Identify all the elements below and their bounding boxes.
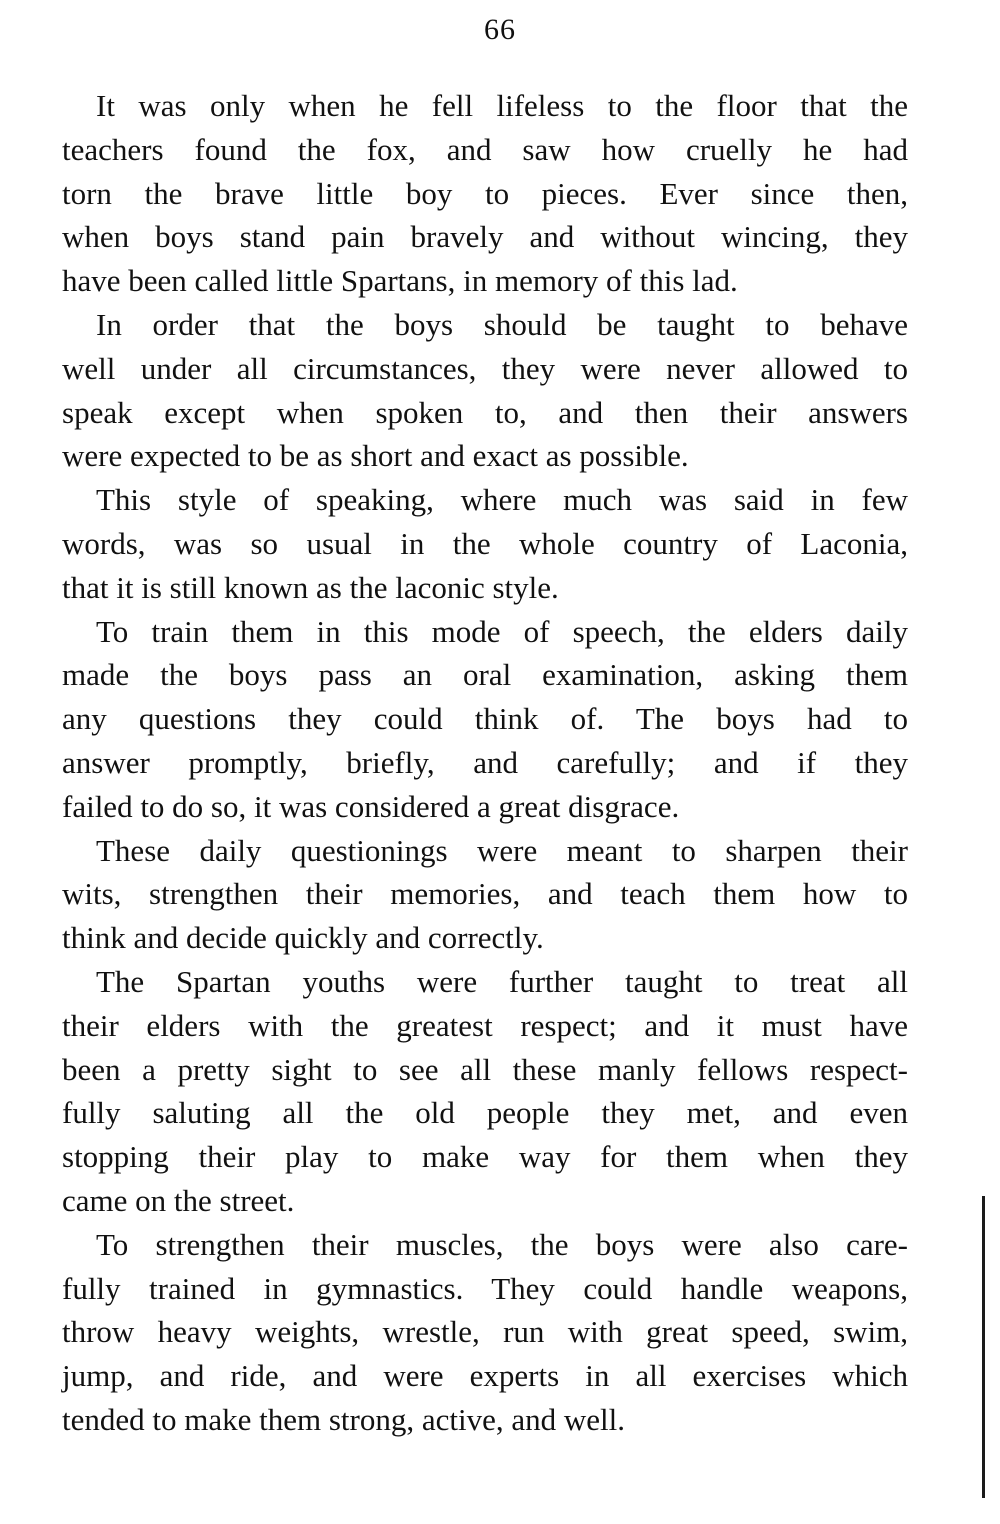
text-line: made the boys pass an oral examination, asking them — [62, 657, 908, 693]
paragraph — [62, 478, 908, 609]
text-line: been a pretty sight to see all these manly fellows respect- — [62, 1051, 908, 1087]
text-line: wits, strengthen their memories, and teach them how to — [62, 876, 908, 912]
text-line: that it is still known as the laconic style. — [62, 569, 559, 605]
page-edge-rule — [982, 1196, 985, 1498]
text-line: In order that the boys should be taught to behave — [96, 306, 908, 342]
text-line: teachers found the fox, and saw how cruelly he had — [62, 131, 908, 167]
text-line: when boys stand pain bravely and without wincing, they — [62, 219, 908, 255]
text-line: stopping their play to make way for them when they — [62, 1139, 908, 1175]
text-line: The Spartan youths were further taught to treat all — [96, 963, 908, 999]
text-line: well under all circumstances, they were never allowed to — [62, 350, 908, 386]
text-body — [62, 84, 908, 1442]
text-line: were expected to be as short and exact as possible. — [62, 438, 689, 474]
paragraph — [62, 829, 908, 960]
text-line: torn the brave little boy to pieces. Ever since then, — [62, 175, 908, 211]
text-line: speak except when spoken to, and then their answers — [62, 394, 908, 430]
text-line: To train them in this mode of speech, the elders daily — [96, 613, 908, 649]
text-line: words, was so usual in the whole country of Laconia, — [62, 525, 908, 561]
paragraph — [62, 1223, 908, 1442]
text-line: answer promptly, briefly, and carefully; and if they — [62, 744, 908, 780]
text-line: It was only when he fell lifeless to the floor that the — [96, 88, 908, 123]
paragraph — [62, 303, 908, 478]
text-line: To strengthen their muscles, the boys were also care- — [96, 1226, 908, 1262]
text-line: These daily questionings were meant to sharpen their — [96, 832, 908, 868]
text-line: This style of speaking, where much was said in few — [96, 482, 908, 518]
paragraph — [62, 610, 908, 829]
text-line: failed to do so, it was considered a great disgrace. — [62, 788, 680, 824]
paragraph — [62, 84, 908, 303]
text-line: came on the street. — [62, 1182, 295, 1218]
text-line: fully saluting all the old people they met, and even — [62, 1095, 908, 1131]
text-line: their elders with the greatest respect; and it must have — [62, 1007, 908, 1043]
text-line: jump, and ride, and were experts in all exercises which — [62, 1358, 908, 1394]
page-number: 66 — [484, 13, 516, 46]
text-line: think and decide quickly and correctly. — [62, 920, 544, 956]
text-line: throw heavy weights, wrestle, run with great speed, swim, — [62, 1314, 908, 1350]
text-line: tended to make them strong, active, and well. — [62, 1401, 625, 1437]
text-line: any questions they could think of. The boys had to — [62, 701, 908, 737]
paragraph — [62, 960, 908, 1223]
text-line: have been called little Spartans, in memory of this lad. — [62, 263, 738, 299]
text-line: fully trained in gymnastics. They could handle weapons, — [62, 1270, 908, 1306]
